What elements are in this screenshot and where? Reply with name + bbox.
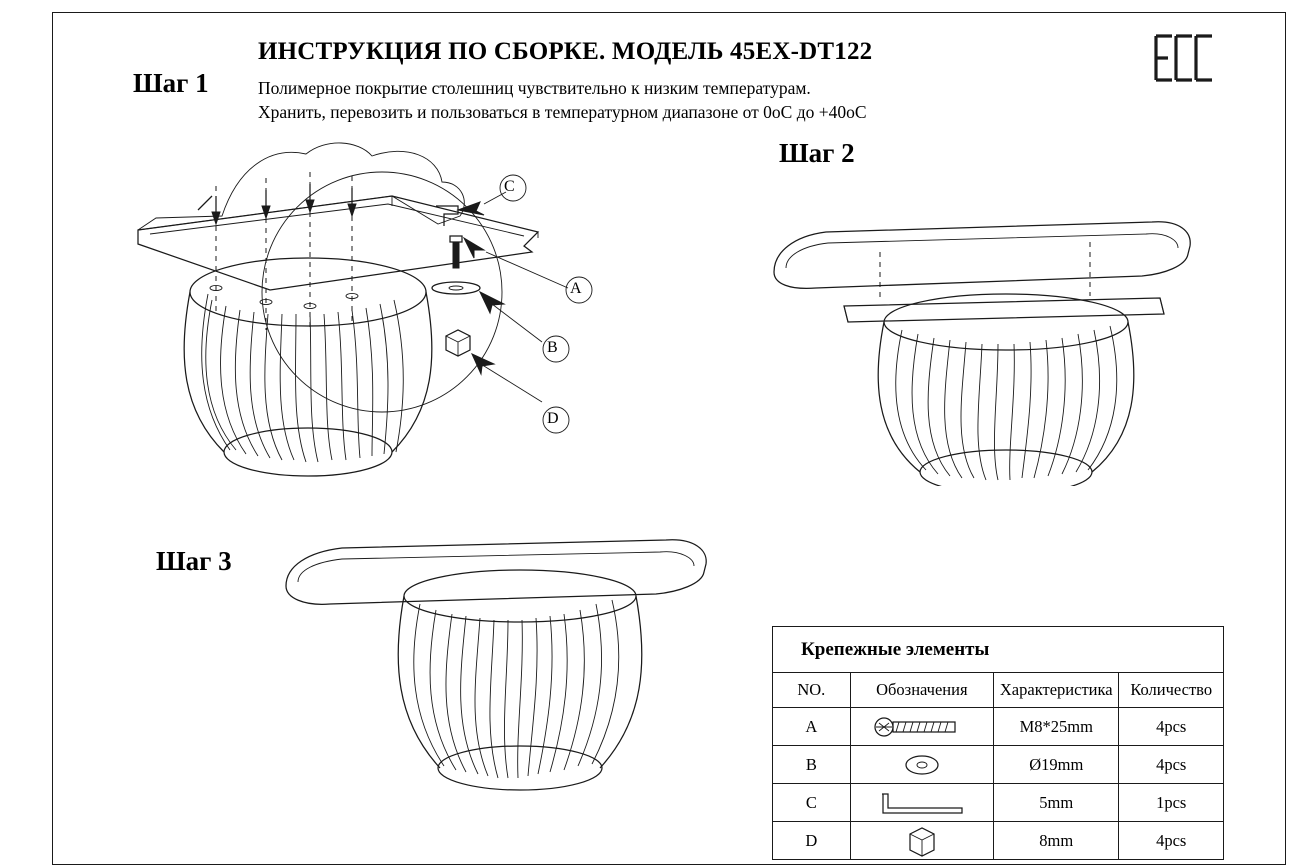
step-2-diagram (760, 196, 1220, 486)
table-row (773, 784, 1223, 822)
bolt-icon (851, 708, 994, 745)
row-b-spec: Ø19mm (994, 746, 1119, 783)
step-1-detail (380, 170, 630, 450)
step-1-label: Шаг 1 (133, 68, 209, 98)
parts-table (772, 626, 1224, 860)
row-d-spec: 8mm (994, 822, 1119, 859)
callout-b: B (547, 339, 558, 357)
header-no: NO. (773, 673, 851, 707)
parts-table-header-row (773, 673, 1223, 708)
header-spec: Характеристика (994, 673, 1119, 707)
row-a-qty: 4pcs (1156, 716, 1187, 736)
table-row (773, 822, 1223, 860)
washer-icon (851, 746, 994, 783)
row-c-qty: 1pcs (1156, 792, 1187, 812)
warning-line-2: Хранить, перевозить и пользоваться в температурном диапазоне от 0оC до +40оC (258, 102, 867, 122)
row-a-spec: M8*25mm (994, 708, 1119, 745)
row-c-spec: 5mm (994, 784, 1119, 821)
callout-a: A (570, 280, 582, 298)
warning-text (258, 76, 1098, 124)
warning-line-1: Полимерное покрытие столешниц чувствительно к низким температурам. (258, 78, 811, 98)
table-row (773, 746, 1223, 784)
row-d-qty: 4pcs (1156, 830, 1187, 850)
callout-d: D (547, 410, 559, 428)
step-3-diagram (270, 530, 730, 820)
row-d-no: D (773, 822, 851, 859)
step-3-label: Шаг 3 (156, 546, 232, 576)
row-c-no: C (773, 784, 851, 821)
row-b-qty: 4pcs (1156, 754, 1187, 774)
row-b-no: B (773, 746, 851, 783)
eac-mark-icon (1152, 32, 1214, 84)
header-symbol: Обозначения (851, 673, 994, 707)
callout-c: C (504, 178, 515, 196)
parts-table-title: Крепежные элементы (773, 627, 1223, 673)
table-row (773, 708, 1223, 746)
header-qty: Количество (1130, 680, 1213, 699)
row-a-no: A (773, 708, 851, 745)
step-2-label: Шаг 2 (779, 138, 855, 168)
page-title: ИНСТРУКЦИЯ ПО СБОРКЕ. МОДЕЛЬ 45EX-DT122 (258, 38, 873, 65)
nut-icon (851, 822, 994, 859)
allen-key-icon (851, 784, 994, 821)
